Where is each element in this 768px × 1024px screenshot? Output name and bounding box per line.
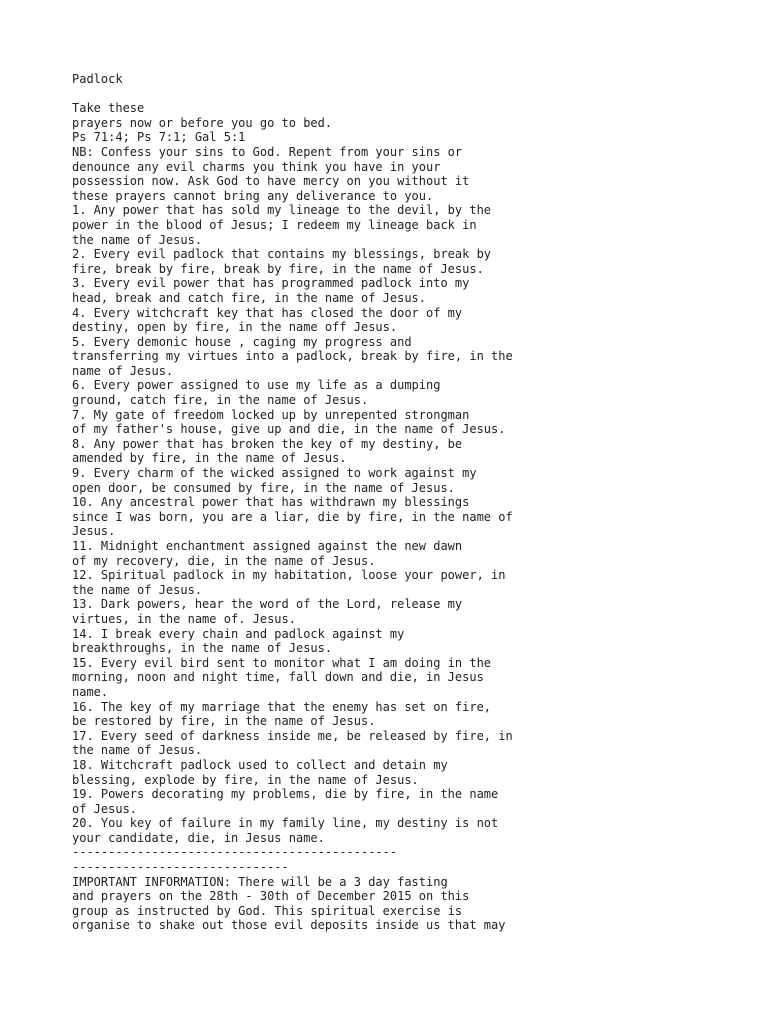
text-line: 16. The key of my marriage that the enemy has set on fire, — [72, 699, 492, 714]
text-line: power in the blood of Jesus; I redeem my lineage back in — [72, 217, 477, 232]
text-line: these prayers cannot bring any deliverance to you. — [72, 188, 434, 203]
text-line: possession now. Ask God to have mercy on you without it — [72, 174, 470, 189]
text-line: head, break and catch fire, in the name of Jesus. — [72, 290, 427, 305]
text-line: of my father's house, give up and die, in the name of Jesus. — [72, 422, 506, 437]
text-line: 7. My gate of freedom locked up by unrepented strongman — [72, 407, 470, 422]
text-line: 5. Every demonic house , caging my progress and — [72, 334, 412, 349]
text-line: 3. Every evil power that has programmed padlock into my — [72, 276, 470, 291]
text-line: open door, be consumed by fire, in the name of Jesus. — [72, 480, 455, 495]
text-line: the name of Jesus. — [72, 232, 203, 247]
text-line: 4. Every witchcraft key that has closed the door of my — [72, 305, 463, 320]
text-line: 15. Every evil bird sent to monitor what I am doing in the — [72, 655, 492, 670]
document-title: Padlock — [72, 72, 123, 86]
text-line: organise to shake out those evil deposits inside us that may — [72, 918, 506, 933]
text-line: the name of Jesus. — [72, 743, 203, 758]
text-line: 10. Any ancestral power that has withdrawn my blessings — [72, 495, 470, 510]
text-line: prayers now or before you go to bed. — [72, 115, 333, 130]
text-line: 14. I break every chain and padlock against my — [72, 626, 405, 641]
text-line: ------------------------------ — [72, 860, 289, 875]
text-line: 19. Powers decorating my problems, die by fire, in the name — [72, 787, 499, 802]
text-line: 8. Any power that has broken the key of my destiny, be — [72, 436, 463, 451]
text-line: and prayers on the 28th - 30th of December 2015 on this — [72, 889, 470, 904]
text-line: 2. Every evil padlock that contains my blessings, break by — [72, 247, 492, 262]
text-line: 18. Witchcraft padlock used to collect and detain my — [72, 757, 448, 772]
text-line: group as instructed by God. This spiritual exercise is — [72, 903, 463, 918]
text-line: 6. Every power assigned to use my life as a dumping — [72, 378, 441, 393]
text-line: Take these — [72, 101, 145, 116]
text-line: morning, noon and night time, fall down and die, in Jesus — [72, 670, 484, 685]
text-line: ground, catch fire, in the name of Jesus. — [72, 393, 369, 408]
document-page — [72, 72, 752, 933]
document-body — [72, 101, 752, 933]
text-line: 17. Every seed of darkness inside me, be released by fire, in — [72, 728, 513, 743]
text-line: denounce any evil charms you think you have in your — [72, 159, 441, 174]
text-line: breakthroughs, in the name of Jesus. — [72, 641, 333, 656]
text-line: IMPORTANT INFORMATION: There will be a 3 day fasting — [72, 874, 448, 889]
text-line: Ps 71:4; Ps 7:1; Gal 5:1 — [72, 130, 246, 145]
text-line: --------------------------------------------- — [72, 845, 398, 860]
text-line: transferring my virtues into a padlock, break by fire, in the — [72, 349, 513, 364]
text-line: amended by fire, in the name of Jesus. — [72, 451, 347, 466]
text-line: 11. Midnight enchantment assigned against the new dawn — [72, 539, 463, 553]
text-line: NB: Confess your sins to God. Repent from your sins or — [72, 144, 463, 159]
text-line: 1. Any power that has sold my lineage to the devil, by the — [72, 203, 492, 218]
text-line: Jesus. — [72, 524, 116, 539]
text-line: since I was born, you are a liar, die by fire, in the name of — [72, 509, 513, 524]
text-line: 9. Every charm of the wicked assigned to work against my — [72, 466, 477, 481]
text-line: blessing, explode by fire, in the name of Jesus. — [72, 772, 419, 787]
spacer — [72, 87, 752, 102]
text-line: 20. You key of failure in my family line, my destiny is not — [72, 816, 499, 831]
text-line: be restored by fire, in the name of Jesus. — [72, 714, 376, 729]
text-line: your candidate, die, in Jesus name. — [72, 830, 325, 845]
text-line: of Jesus. — [72, 801, 138, 816]
text-line: name. — [72, 684, 109, 699]
text-line: 13. Dark powers, hear the word of the Lord, release my — [72, 597, 463, 612]
text-line: of my recovery, die, in the name of Jesus. — [72, 553, 376, 568]
text-line: name of Jesus. — [72, 363, 174, 378]
text-line: 12. Spiritual padlock in my habitation, loose your power, in — [72, 568, 506, 583]
text-line: virtues, in the name of. Jesus. — [72, 611, 296, 626]
text-line: fire, break by fire, break by fire, in the name of Jesus. — [72, 261, 484, 276]
text-line: the name of Jesus. — [72, 582, 203, 597]
text-line: destiny, open by fire, in the name off Jesus. — [72, 320, 398, 335]
